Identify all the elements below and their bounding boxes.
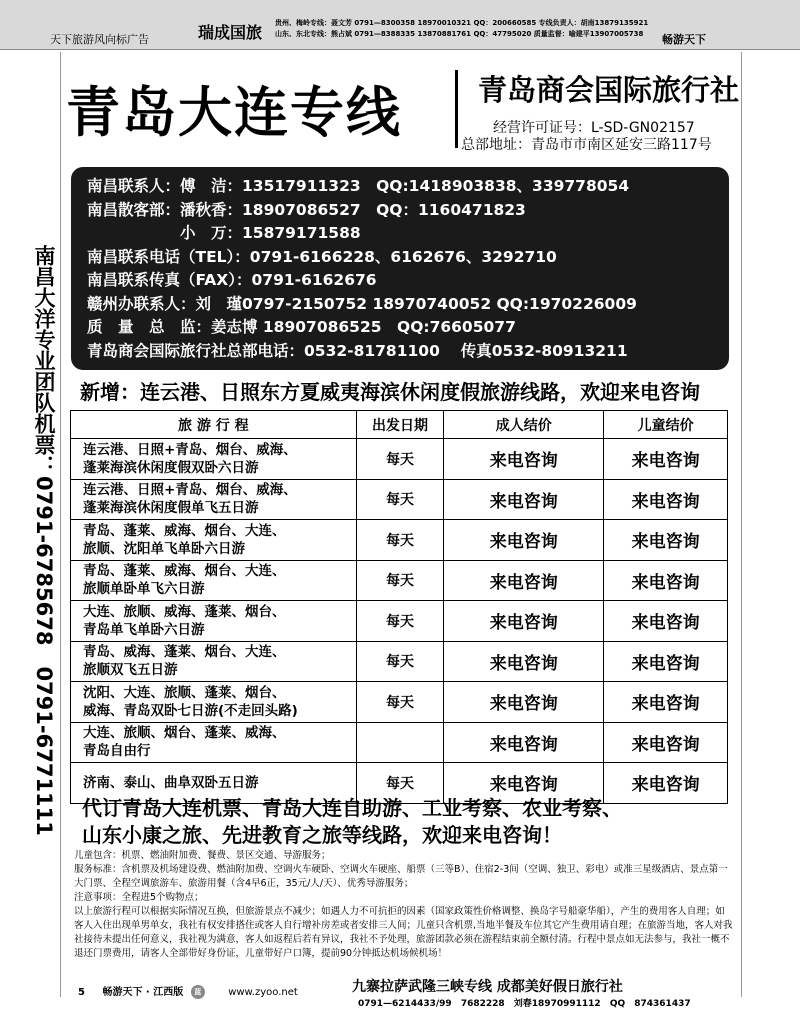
- route-line-2: 旅顺单卧单飞六日游: [83, 581, 205, 598]
- publication-name: 畅游天下 · 江西版: [102, 987, 184, 998]
- contact-row: 南昌联系人：傅 洁：13517911323 QQ:1418903838、339778054: [87, 177, 630, 195]
- footer-left: [78, 983, 298, 999]
- route-line-2: 青岛单飞单卧六日游: [83, 621, 205, 638]
- contact-row: 南昌联系电话（TEL）：0791-6166228、6162676、3292710: [87, 247, 557, 266]
- side-ticket-ad: 南昌大洋专业团队机票：0791-6785678 0791-6771111: [32, 245, 56, 836]
- table-row: [71, 682, 728, 723]
- top-line-2: 山东、东北专线：熊占斌 0791—8388335 13870881761 QQ：47795020 质量监督：喻建平13907005738: [275, 30, 644, 38]
- child-price-cell: 来电咨询: [604, 722, 728, 763]
- footer-ad-contact: 0791—6214433/99 7682228 刘春18970991112 QQ 874361437: [358, 999, 691, 1009]
- route-line-1: 青岛、威海、蓬莱、烟台、大连、: [83, 644, 286, 661]
- child-price-cell: 来电咨询: [604, 682, 728, 723]
- col-header-date: 出发日期: [356, 411, 444, 439]
- route-cell: [71, 722, 357, 763]
- top-banner: [0, 0, 800, 50]
- child-price-cell: 来电咨询: [604, 763, 728, 804]
- child-price-cell: 来电咨询: [604, 439, 728, 480]
- route-line-2: 旅顺、沈阳单飞单卧六日游: [83, 540, 245, 557]
- route-line-1: 大连、旅顺、威海、蓬莱、烟台、: [83, 603, 286, 620]
- adult-price-cell: 来电咨询: [444, 641, 604, 682]
- header-divider: [455, 70, 458, 148]
- route-cell: [71, 682, 357, 723]
- adult-price-cell: 来电咨询: [444, 439, 604, 480]
- hq-address: 总部地址：青岛市市南区延安三路117号: [461, 137, 712, 153]
- footer-ad-title: 九寨拉萨武隆三峡专线 成都美好假日旅行社: [352, 979, 623, 995]
- table-row: [71, 601, 728, 642]
- new-route-banner: 新增：连云港、日照东方夏威夷海滨休闲度假旅游线路，欢迎来电咨询: [80, 380, 700, 404]
- date-cell: 每天: [356, 439, 444, 480]
- contact-row: 赣州办联系人：刘 瑾0797-2150752 18970740052 QQ:1970226009: [87, 294, 637, 313]
- date-cell: 每天: [356, 641, 444, 682]
- date-cell: 每天: [356, 763, 444, 804]
- note-item: 服务标准：含机票及机场建设费、燃油附加费、空调火车硬卧、空调火车硬座、船票（三等B）、住宿2-3间（空调、独卫、彩电）或准三星级酒店、景点第一大门票、全程空调旅游车、旅游用餐（含4早6正，35元/人/天）、优秀导游服务；: [74, 864, 728, 889]
- page-title: 青岛大连专线: [66, 81, 402, 144]
- note-item: 注意事项：全程进5个购物点；: [74, 892, 204, 903]
- route-line-1: 沈阳、大连、旅顺、蓬莱、烟台、: [83, 684, 286, 701]
- license-number: 经营许可证号：L-SD-GN02157: [493, 120, 695, 136]
- top-brand: 瑞成国旅: [198, 23, 263, 42]
- page-number: 5: [78, 987, 85, 998]
- route-line-2: 青岛自由行: [83, 743, 151, 760]
- child-price-cell: 来电咨询: [604, 560, 728, 601]
- route-line-1: 连云港、日照+青岛、烟台、威海、: [83, 441, 297, 458]
- table-row: [71, 722, 728, 763]
- col-header-child: 儿童结价: [604, 411, 728, 439]
- table-row: [71, 520, 728, 561]
- edition-badge: 蓝: [191, 985, 205, 999]
- top-line-1: 贵州、梅岭专线：聂文芳 0791—8300358 18970010321 QQ：200660585 专线负责人：胡南13879135921: [275, 19, 649, 27]
- contact-row: 南昌联系传真（FAX）：0791-6162676: [87, 271, 377, 289]
- route-table: [70, 410, 728, 804]
- adult-price-cell: 来电咨询: [444, 722, 604, 763]
- route-line-1: 济南、泰山、曲阜双卧五日游: [83, 774, 259, 791]
- notes-section: [74, 849, 734, 961]
- note-item: 儿童包含：机票、燃油附加费、餐费、景区交通、导游服务；: [74, 850, 331, 861]
- child-price-cell: 来电咨询: [604, 479, 728, 520]
- route-line-2: 蓬莱海滨休闲度假单飞五日游: [83, 500, 259, 517]
- contact-row: 青岛商会国际旅行社总部电话：0532-81781100 传真0532-80913211: [87, 341, 628, 360]
- table-row: [71, 560, 728, 601]
- adult-price-cell: 来电咨询: [444, 520, 604, 561]
- adult-price-cell: 来电咨询: [444, 682, 604, 723]
- date-cell: 每天: [356, 479, 444, 520]
- adult-price-cell: 来电咨询: [444, 479, 604, 520]
- col-header-adult: 成人结价: [444, 411, 604, 439]
- route-cell: [71, 520, 357, 561]
- contact-row: 南昌散客部：潘秋香：18907086527 QQ：1160471823: [87, 200, 526, 219]
- date-cell: 每天: [356, 520, 444, 561]
- top-right-slogan: 畅游天下: [662, 33, 706, 46]
- website-url[interactable]: www.zyoo.net: [228, 987, 298, 998]
- col-header-route: 旅 游 行 程: [71, 411, 357, 439]
- route-cell: [71, 641, 357, 682]
- adult-price-cell: 来电咨询: [444, 601, 604, 642]
- adult-price-cell: 来电咨询: [444, 560, 604, 601]
- child-price-cell: 来电咨询: [604, 641, 728, 682]
- contact-box: [71, 167, 729, 370]
- promo-text: [82, 795, 622, 849]
- table-row: [71, 479, 728, 520]
- route-line-1: 青岛、蓬莱、威海、烟台、大连、: [83, 563, 286, 580]
- table-header-row: [71, 411, 728, 439]
- route-line-1: 青岛、蓬莱、威海、烟台、大连、: [83, 522, 286, 539]
- agency-name: 青岛商会国际旅行社: [478, 73, 740, 107]
- table-row: [71, 641, 728, 682]
- route-line-2: 蓬莱海滨休闲度假双卧六日游: [83, 459, 259, 476]
- route-cell: [71, 560, 357, 601]
- date-cell: 每天: [356, 682, 444, 723]
- route-cell: [71, 601, 357, 642]
- note-item: 以上旅游行程可以根据实际情况互换，但旅游景点不减少；如遇人力不可抗拒的因素（国家政策性价格调整、换岛字号船豪华船），产生的费用客人自理；如客人入住出现单男单女，我社有权安排搭住或客人自行增补房差或者安排三人间；儿童只含机票,当地半餐及车位其它产生费用请自理；在旅游当地，客人对我社接待未提出任何意义，我社视为满意，客人如返程后若有异议，我社不予处理，旅游团款必须在游程结束前全额付清。行程中景点如无法参与，我社一概不退还门票费用，请客人全部带好身份证，儿童带好户口簿，提前90分钟抵达机场候机场！: [74, 906, 733, 959]
- route-line-1: 连云港、日照+青岛、烟台、威海、: [83, 482, 297, 499]
- route-line-1: 大连、旅顺、烟台、蓬莱、威海、: [83, 725, 286, 742]
- route-cell: [71, 479, 357, 520]
- date-cell: 每天: [356, 601, 444, 642]
- route-line-2: 威海、青岛双卧七日游(不走回头路): [83, 702, 298, 719]
- child-price-cell: 来电咨询: [604, 520, 728, 561]
- table-row: [71, 439, 728, 480]
- promo-line-2: 山东小康之旅、先进教育之旅等线路，欢迎来电咨询！: [82, 823, 562, 847]
- contact-row: 小 万：15879171588: [87, 224, 361, 242]
- top-left-slogan: 天下旅游风向标广告: [50, 33, 149, 46]
- route-line-2: 旅顺双飞五日游: [83, 662, 178, 679]
- child-price-cell: 来电咨询: [604, 601, 728, 642]
- top-contact-lines: [275, 18, 655, 40]
- promo-line-1: 代订青岛大连机票、青岛大连自助游、工业考察、农业考察、: [82, 796, 622, 820]
- date-cell: 每天: [356, 560, 444, 601]
- route-cell: [71, 439, 357, 480]
- date-cell: [356, 722, 444, 763]
- adult-price-cell: 来电咨询: [444, 763, 604, 804]
- contact-row: 质 量 总 监：姜志博 18907086525 QQ:76605077: [87, 318, 516, 336]
